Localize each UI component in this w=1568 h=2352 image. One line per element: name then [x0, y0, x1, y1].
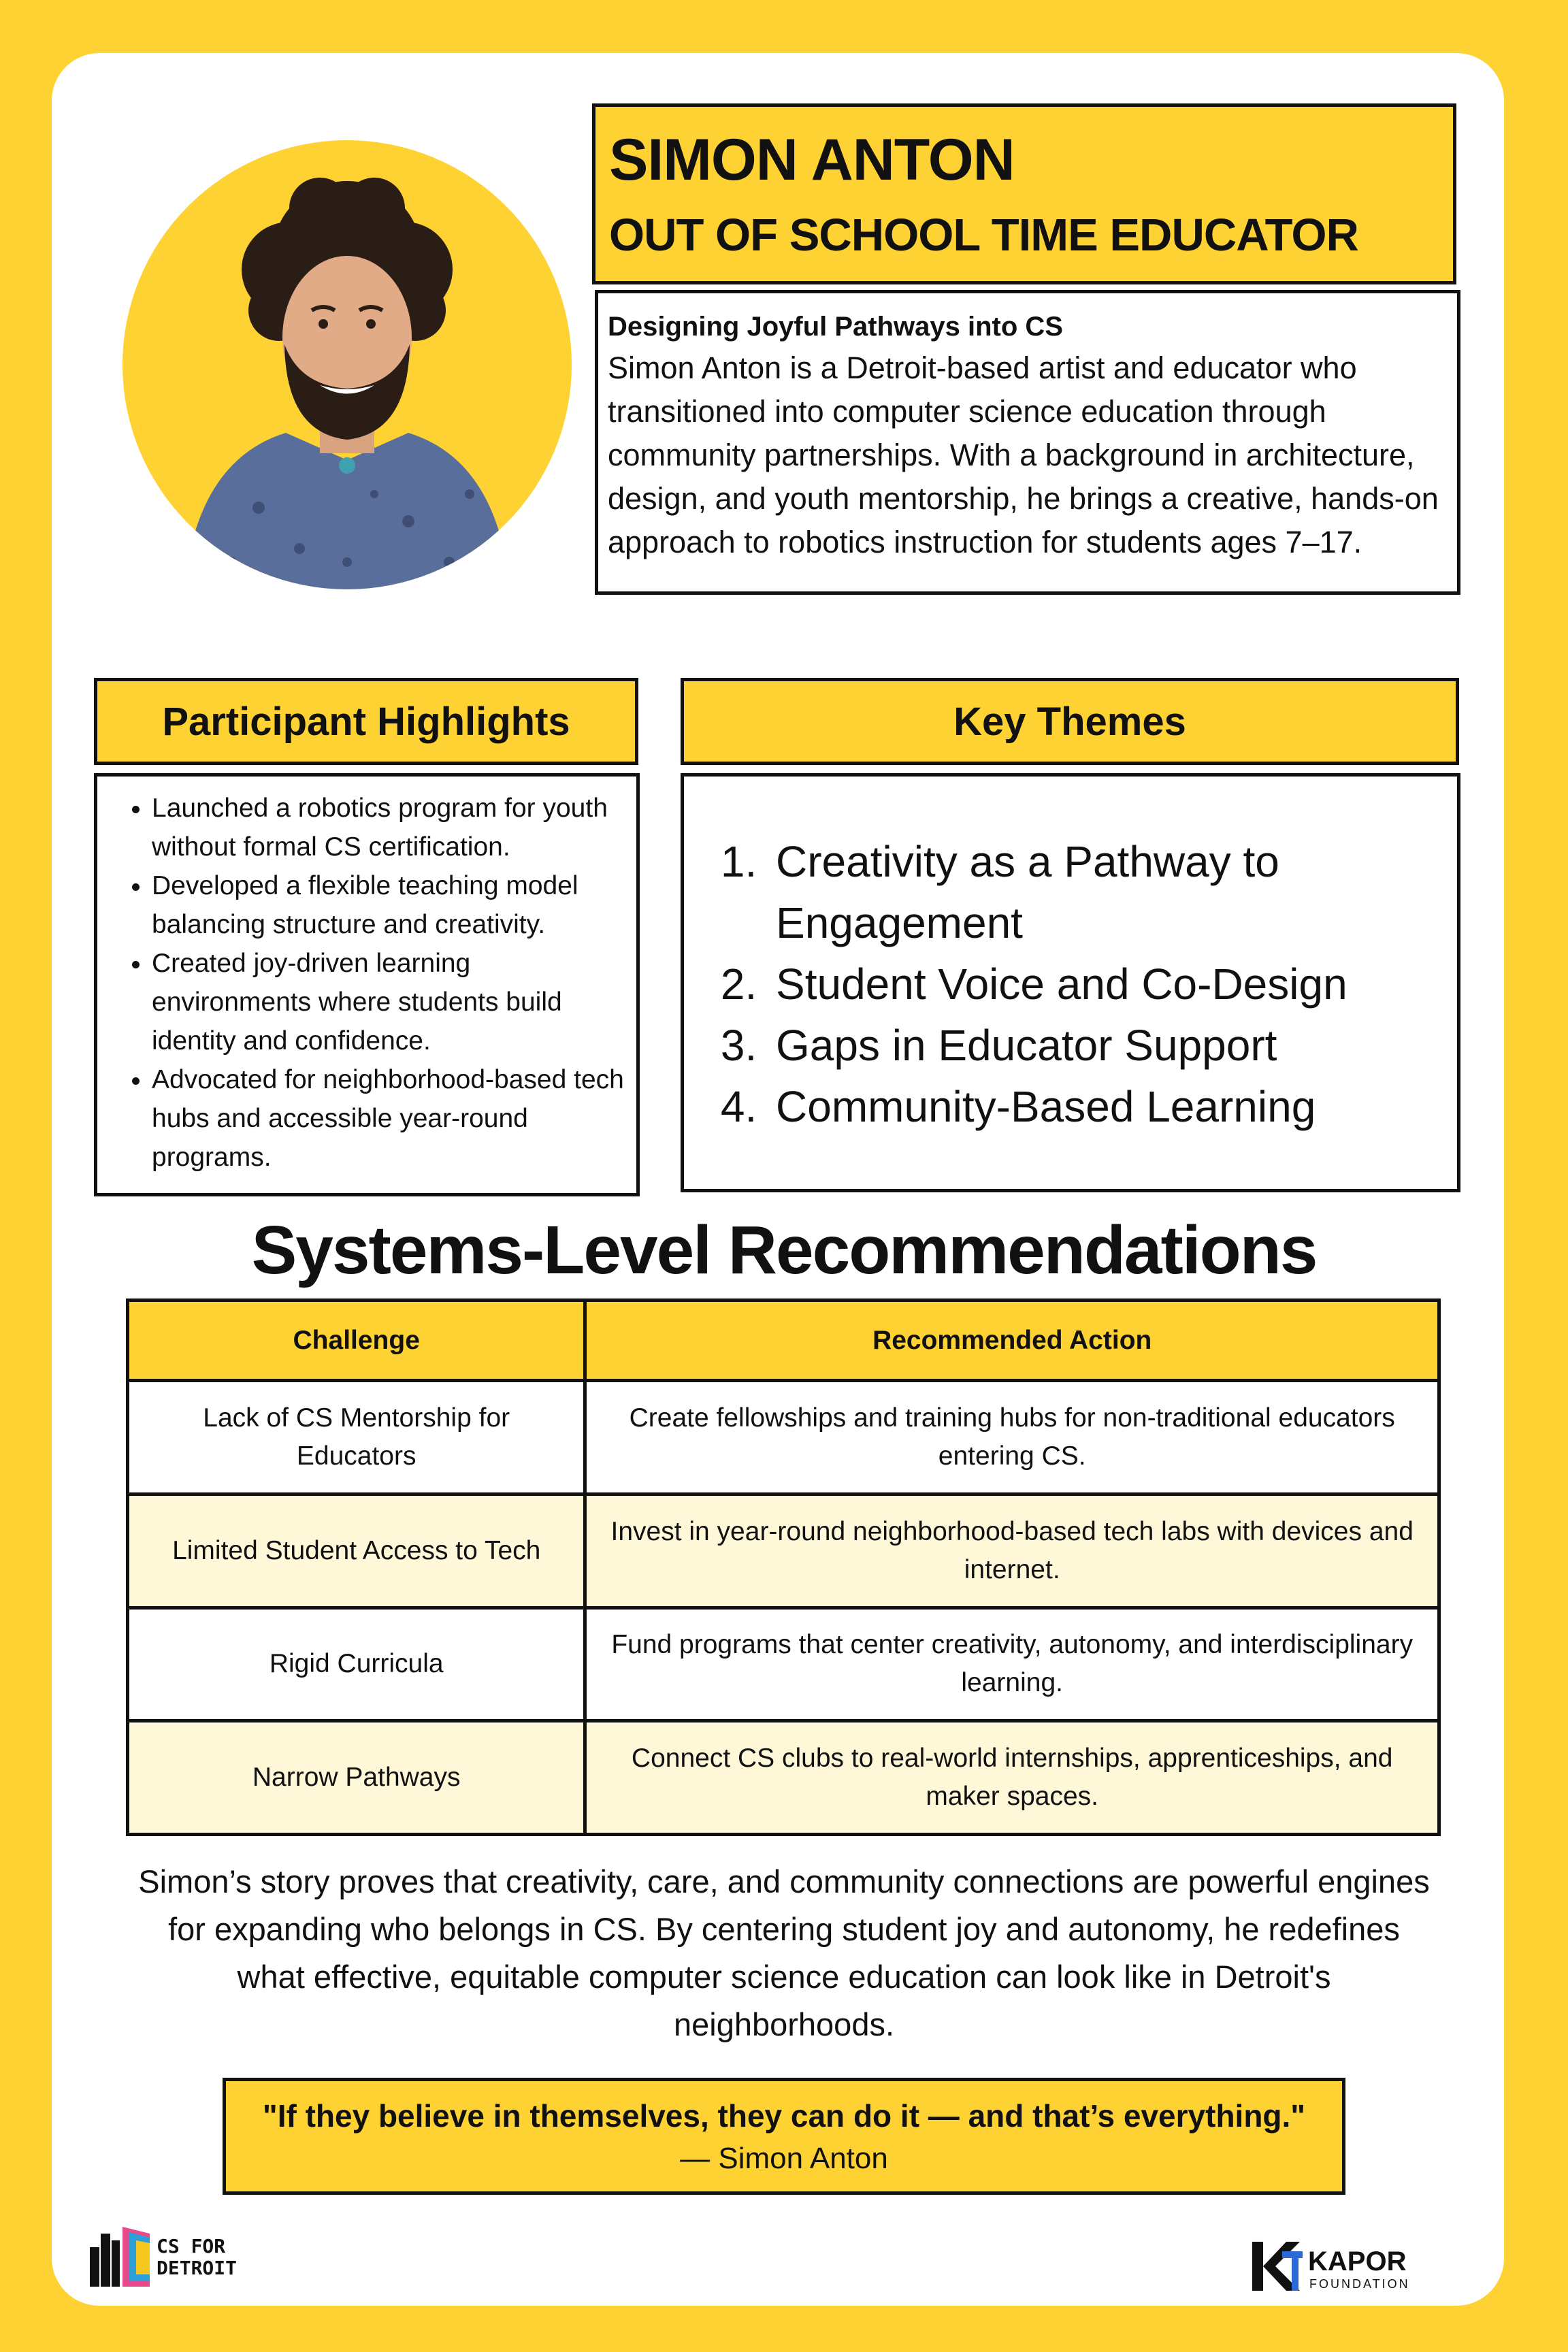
action-cell: Fund programs that center creativity, autonomy, and interdisciplinary learning. — [585, 1607, 1439, 1721]
list-item: • Developed a flexible teaching model balancing structure and creativity. — [152, 866, 630, 944]
title-banner — [592, 103, 1456, 284]
list-item: 1. Creativity as a Pathway to Engagement — [769, 831, 1443, 953]
list-item: • Created joy-driven learning environments where students build identity and confidence. — [152, 944, 630, 1060]
highlights-heading: Participant Highlights — [94, 678, 638, 765]
column-header-challenge: Challenge — [128, 1301, 585, 1381]
action-cell: Connect CS clubs to real-world internships, apprenticeships, and maker spaces. — [585, 1721, 1439, 1835]
challenge-cell: Limited Student Access to Tech — [128, 1494, 585, 1607]
themes-heading: Key Themes — [681, 678, 1459, 765]
themes-list — [684, 777, 1457, 1137]
list-item: • Advocated for neighborhood-based tech hubs and accessible year-round programs. — [152, 1060, 630, 1177]
action-cell: Invest in year-round neighborhood-based tech labs with devices and internet. — [585, 1494, 1439, 1607]
logo-left-line2: DETROIT — [157, 2257, 238, 2279]
table-row — [128, 1607, 1439, 1721]
table-row — [128, 1494, 1439, 1607]
table-row — [128, 1381, 1439, 1494]
list-item: • Launched a robotics program for youth without formal CS certification. — [152, 789, 630, 866]
portrait-photo — [122, 140, 572, 589]
highlights-list — [97, 777, 636, 1177]
list-item: 4. Community-Based Learning — [769, 1076, 1443, 1137]
logo-right-name: KAPOR — [1308, 2247, 1407, 2276]
challenge-cell: Narrow Pathways — [128, 1721, 585, 1835]
challenge-cell: Rigid Curricula — [128, 1607, 585, 1721]
action-cell: Create fellowships and training hubs for non-traditional educators entering CS. — [585, 1381, 1439, 1494]
quote-text: "If they believe in themselves, they can do it — and that’s everything." — [262, 2098, 1306, 2134]
bio-box — [595, 290, 1460, 595]
quote-box — [223, 2078, 1345, 2195]
logo-right-sub: FOUNDATION — [1309, 2277, 1410, 2291]
person-role: OUT OF SCHOOL TIME EDUCATOR — [609, 210, 1358, 261]
highlights-box — [94, 773, 640, 1196]
cs-for-detroit-logo — [88, 2220, 279, 2288]
bio-text: Simon Anton is a Detroit-based artist and educator who transitioned into computer science education through community partnerships. With a background in architecture, design, and youth mentorship, he brings a creative, hands-on approach to robotics instruction for students ages 7–17. — [608, 350, 1439, 559]
challenge-cell: Lack of CS Mentorship for Educators — [128, 1381, 585, 1494]
person-name: SIMON ANTON — [609, 127, 1015, 193]
logo-left-line1: CS FOR — [157, 2235, 226, 2257]
recommendations-title: Systems-Level Recommendations — [251, 1212, 1317, 1288]
quote-attribution: — Simon Anton — [680, 2142, 888, 2175]
list-item: 2. Student Voice and Co-Design — [769, 953, 1443, 1015]
list-item: 3. Gaps in Educator Support — [769, 1015, 1443, 1076]
themes-box — [681, 773, 1460, 1192]
recommendations-table — [126, 1298, 1441, 1836]
table-row — [128, 1721, 1439, 1835]
column-header-action: Recommended Action — [585, 1301, 1439, 1381]
bio-heading: Designing Joyful Pathways into CS — [608, 312, 1063, 342]
table-header-row — [128, 1301, 1439, 1381]
kapor-foundation-logo — [1252, 2239, 1443, 2293]
closing-paragraph: Simon’s story proves that creativity, care, and community connections are powerful engines for expanding who belongs in CS. By centering student joy and autonomy, he redefines what effective, equitable computer science education can look like in Detroit's neighborhoods. — [138, 1863, 1430, 2042]
